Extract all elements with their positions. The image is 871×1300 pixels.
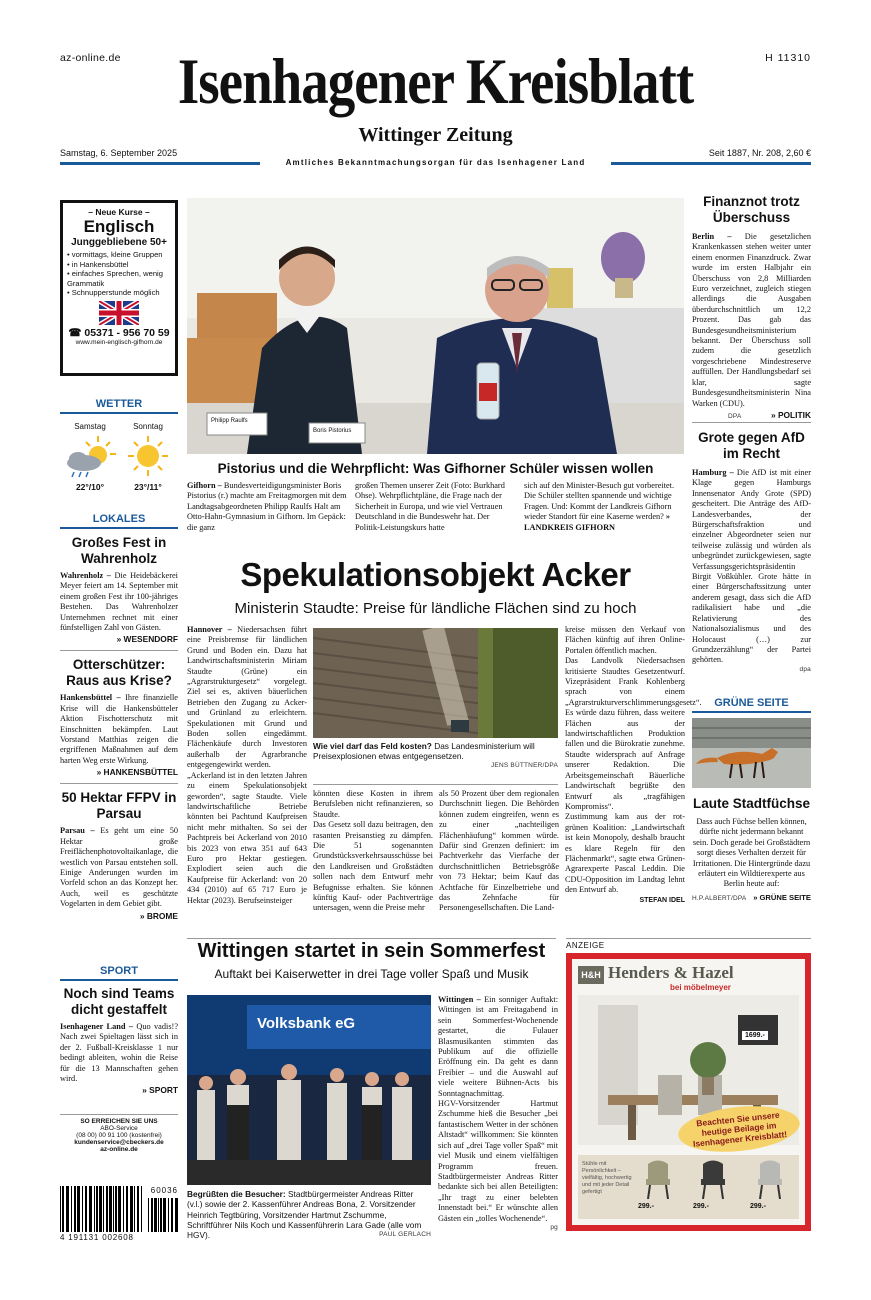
article-headline[interactable]: Laute Stadtfüchse bbox=[692, 796, 811, 811]
fox-icon bbox=[692, 718, 811, 788]
barcode-bar bbox=[163, 1198, 166, 1232]
article-body: Hankensbüttel – Ihre finanzielle Krise will die Hankensbütteler Aktion Fischotterschutz mit Einschnitten bekämpfen. Laut Vorstand Matthias zeigen die ergriffenen Maßnahmen auf dem harten Weg erste Wirkung. bbox=[60, 693, 178, 765]
masthead-rule-right bbox=[611, 162, 811, 165]
sommerfest-subhead: Auftakt bei Kaiserwetter in drei Tage voller Spaß und Musik bbox=[214, 967, 529, 981]
english-course-ad[interactable] bbox=[60, 200, 178, 376]
section-link[interactable]: » WESENDORF bbox=[116, 634, 178, 645]
lead-col2: könnten diese Kosten in ihrem Berufsleben nicht refinanzieren, so Staudte. Das Gesetz soll dazu beitragen, den rasanten Preisanstieg zu dämpfen. Die 51 sogenannten Grundstücksverkehrsausschüsse bei den Landkreisen und Großstädten sollen nach dem Entwurf mehr Befugnisse erhalten. Sie können künftig Kauf- oder Pachtverträge untersagen, wenn die Preise mehr bbox=[313, 789, 433, 913]
name-plate: Philipp Raulfs bbox=[211, 418, 248, 424]
contact-title: SO ERREICHEN SIE UNS bbox=[80, 1118, 158, 1125]
article-body: Isenhagener Land – Quo vadis!? Nach zwei Spieltagen lässt sich in der 2. Fußball-Kreisklasse 1 nur bedingt ableiten, wohin die Reise für die 13 Mannschaften gehen wird. bbox=[60, 1022, 178, 1084]
lokales-column bbox=[60, 535, 178, 921]
chair-icon bbox=[750, 1159, 790, 1199]
photo-credit: JENS BÜTTNER/DPA bbox=[490, 762, 558, 769]
barcode-addon-bars-icon bbox=[148, 1198, 178, 1232]
ad-item: • Schnupperstunde möglich bbox=[67, 288, 160, 297]
newspaper-subtitle: Wittinger Zeitung bbox=[358, 124, 513, 146]
credit: H.P.ALBERT/DPA bbox=[692, 894, 747, 902]
barcode-bar bbox=[123, 1186, 124, 1232]
barcode-bar bbox=[89, 1186, 92, 1232]
name-plate: Boris Pistorius bbox=[313, 428, 352, 434]
ad-bottom-strip bbox=[578, 1155, 799, 1219]
ad-label: ANZEIGE bbox=[566, 938, 811, 950]
weather-box bbox=[60, 418, 178, 496]
article-headline[interactable]: 50 Hektar FFPV in Parsau bbox=[61, 790, 177, 822]
furniture-ad[interactable] bbox=[566, 953, 811, 1231]
barcode-bar bbox=[141, 1186, 142, 1232]
barcode-bar bbox=[175, 1198, 178, 1232]
barcode-bar bbox=[94, 1186, 95, 1232]
sommerfest-caption: Begrüßten die Besucher: Stadtbürgermeister Andreas Ritter (v.l.) sowie der 2. Kassenführer Andreas Bona, 2. Vorsitzender Heinrich Tegtbüring, Vorsitzender Hartmut Zschumme, Schriftführer Nils Koch und Kassenführerin Lara Gade (alle vom HGV). bbox=[187, 1189, 422, 1241]
barcode-bar bbox=[148, 1198, 149, 1232]
credit: DPA bbox=[728, 412, 742, 420]
barcode-bars-icon bbox=[60, 1186, 142, 1232]
masthead-rule-left bbox=[60, 162, 260, 165]
newspaper-title: Isenhagener Kreisblatt bbox=[177, 45, 694, 118]
author: pg bbox=[550, 1223, 558, 1231]
divider bbox=[60, 650, 178, 651]
sport-heading: SPORT bbox=[60, 965, 178, 981]
photo-field-icon bbox=[313, 628, 558, 738]
barcode-bar bbox=[168, 1198, 169, 1232]
right-column-gruene bbox=[692, 796, 811, 902]
barcode-bar bbox=[62, 1186, 64, 1232]
stage-banner: Volksbank eG bbox=[257, 1015, 356, 1032]
chair-icon bbox=[693, 1159, 733, 1199]
contact-line[interactable]: az-online.de bbox=[100, 1146, 138, 1153]
article-body: kreise müssen den Verkauf von Flächen künftig auf ihren Online-Portalen öffentlich machen. Das Landvolk Niedersachsen kritisierte Staudtes Gesetzentwurf. Vizepräsident Frank Kohlenberg sprach von einem „Agrarstrukturverschlimmerungsgesetz“. Es würde dazu führen, dass weitere Flächen aus der landwirtschaftlichen Produktion fallen und die Bürokratie zunehme. Staudte widersprach auf Anfrage unserer Redaktion. Die Arbeitsgemeinschaft Bäuerliche Landwirtschaft begrüßte den Entwurf als „tragfähigen Kompromiss“. Zustimmung kam aus der rot-grünen Koalition: „Landwirtschaft ist kein Monopoly, deshalb braucht es klare Regeln für den Flächenmarkt“, sagte etwa Grünen-Agrarexperte Pascal Leddin. Die CDU-Opposition im Landtag lehnt den Entwurf ab. bbox=[565, 625, 702, 895]
article-body: Hamburg – Die AfD ist mit einer Klage gegen Hamburgs Innensenator Andy Grote (SPD) gescheitert. Die Anträge des AfD-Landesverbandes, der Bürgerschaftsfraktion und einzelner Abgeordneter seien nur teilweise zulässig und würden als unbegründet zurückgewiesen, sagte Verfassungsgerichtspräsidentin Birgit Voßkühler. Grote hätte in einer Bürgerschaftssitzung unter anderem gesagt, dass sich die AfD radikalisiert habe und „die Relativierung des Nationalsozialismus und des Holocaust (…) zur Grundzerzählung“ der Partei gehörten. bbox=[692, 468, 811, 665]
article-body: Wahrenholz – Die Heidebäckerei Meyer feiert am 14. September mit einem großen Fest ihr 100-jähriges Bestehen. Das Wahrenholzer Unternehmen rechnet mit einer fünfstelligen Zahl von Gästen. bbox=[60, 571, 178, 633]
barcode-bar bbox=[60, 1186, 61, 1232]
divider bbox=[187, 938, 556, 939]
article-headline[interactable]: Finanznot trotz Überschuss bbox=[703, 194, 800, 225]
website-link[interactable]: az-online.de bbox=[60, 52, 121, 64]
credit: dpa bbox=[799, 665, 811, 673]
barcode-bar bbox=[103, 1186, 104, 1232]
barcode-bar bbox=[74, 1186, 76, 1232]
weather-temp: 23°/11° bbox=[134, 482, 162, 492]
barcode-bar bbox=[82, 1186, 83, 1232]
phone-icon: ☎ bbox=[68, 326, 82, 339]
lead-col1: Hannover – Niedersachsen führt eine Preisbremse für ländlichen Grund und Boden ein. Dazu hat Landwirtschaftsministerin Miriam Staudte (Grüne) ein „Agrarstrukturgesetz“ vorgelegt. Ziel sei es, aktiven bäuerlichen Betrieben den Zugang zu Acker- und Grünland zu erleichtern. Spekulationen mit Grund und Boden sollen eingedämmt. Flächenkäufe durch Investoren außerhalb der Agrarbranche entgegengewirkt werden. „Ackerland ist in den letzten Jahren zu einem Spekulationsobjekt geworden“, sagte Staudte. Viele landwirtschaftliche Betriebe könnten bei Pachtund Kaufpreisen nicht mehr mithalten. So sei der Pachtpreis bei Ackerland von 2010 bis 2023 von etwa 351 auf 643 Euro pro Hektar gestiegen. Explodiert seien auch die Kaufpreise für Ackerland: von 20 434 (2010) auf 65 717 Euro je Hektar (2023). Berufseinsteiger bbox=[187, 625, 308, 905]
section-link[interactable]: » GRÜNE SEITE bbox=[753, 892, 811, 902]
section-link[interactable]: » LANDKREIS GIFHORN bbox=[524, 512, 671, 532]
top-story-headline[interactable]: Pistorius und die Wehrpflicht: Was Gifhorner Schüler wissen wollen bbox=[217, 461, 654, 476]
partly-cloudy-rain-icon bbox=[62, 434, 118, 478]
barcode-bar bbox=[96, 1186, 98, 1232]
ad-item: • vormittags, kleine Gruppen bbox=[67, 250, 163, 259]
barcode-bar bbox=[77, 1186, 80, 1232]
barcode-bar bbox=[160, 1198, 162, 1232]
chair-price: 299.- bbox=[638, 1203, 654, 1210]
divider bbox=[692, 422, 811, 423]
weather-heading: WETTER bbox=[60, 398, 178, 414]
uk-flag-icon bbox=[99, 301, 139, 325]
ad-sticker: Beachten Sie unsere heutige Beilage im Isenhagener Kreisblatt! bbox=[676, 1101, 802, 1158]
barcode-bar bbox=[137, 1186, 139, 1232]
divider bbox=[60, 783, 178, 784]
lead-headline[interactable]: Spekulationsobjekt Acker bbox=[240, 556, 631, 593]
barcode-bar bbox=[113, 1186, 114, 1232]
barcode-bar bbox=[115, 1186, 117, 1232]
gruene-heading: GRÜNE SEITE bbox=[692, 697, 811, 713]
contact-line[interactable]: (08 00) 00 91 100 (kostenfrei) bbox=[76, 1132, 162, 1139]
barcode-bar bbox=[158, 1198, 159, 1232]
ad-title: Englisch bbox=[83, 217, 155, 236]
weather-temp: 22°/10° bbox=[75, 482, 105, 492]
article-headline[interactable]: Großes Fest in Wahrenholz bbox=[71, 535, 167, 566]
barcode-addon: 60036 bbox=[150, 1186, 178, 1195]
ad-promo: Stühle mit Persönlichkeit – vielfältig, hochwertig und mit jeder Detail gefertigt bbox=[582, 1161, 632, 1195]
chair-price: 299.- bbox=[693, 1203, 709, 1210]
lead-col4 bbox=[565, 625, 702, 904]
photo-credit: PAUL GERLACH bbox=[379, 1231, 431, 1238]
article-headline[interactable]: Otterschützer: Raus aus Krise? bbox=[66, 657, 172, 689]
photo-scene-icon bbox=[187, 198, 684, 454]
article-body: sich auf den Minister-Besuch gut vorbereitet. Die Schüler stellten spannende und wichtige Fragen. Und: Kommt der Landkreis Gifhorn wieder Standort für eine Kaserne werden? » LANDKREIS GIFHORN bbox=[524, 481, 675, 532]
issue-date: Samstag, 6. September 2025 bbox=[60, 148, 178, 158]
barcode-bar bbox=[171, 1198, 173, 1232]
pistorius-photo[interactable] bbox=[187, 198, 684, 454]
article-body: Wittingen – Ein sonniger Auftakt: Wittingen ist am Freitagabend in sein Sommerfest-Wochenende gestartet, die Fulauer Blasmusikanten stimmten das Publikum auf die offizielle Eröffnung ein. Da geht es dann Freibier – und die Auswahl auf viele weitere Bühnen-Acts bis Sonntagnachmittag. HGV-Vorsitzender Hartmut Zschumme hieß die Besucher „bei fantastischem Wetter in der schönen Altstadt“ willkommen: Sie könnten sich auf „drei Tage voller Spaß“ mit viel Musik und einem vielfältigen Programm freuen. Stadtbürgermeister Andreas Ritter bedankte sich bei allen Beteiligten: „Ihr tragt zu einer belebten Innenstadt bei.“ Er wünschte allen Gästen ein „tolles Wochenende“. bbox=[438, 995, 558, 1223]
ad-item: • einfaches Sprechen, wenig Grammatik bbox=[67, 269, 163, 288]
lokales-heading: LOKALES bbox=[60, 513, 178, 529]
price-tag: 1699.- bbox=[742, 1031, 768, 1040]
right-column-finanz bbox=[692, 194, 811, 420]
article-body: Gifhorn – Bundesverteidigungsminister Boris Pistorius (r.) machte am Freitagmorgen mit dem Landtagsabgeordneten Philipp Raulfs Halt am Otto-Hahn-Gymnasium in Gifhorn. Im Gepäck: die ganz bbox=[187, 481, 347, 532]
section-link[interactable]: » POLITIK bbox=[770, 409, 811, 420]
barcode-number: 4 191131 002608 bbox=[60, 1233, 134, 1242]
barcode-bar bbox=[154, 1198, 157, 1232]
barcode-bar bbox=[66, 1186, 69, 1232]
barcode-bar bbox=[71, 1186, 72, 1232]
sun-icon bbox=[122, 434, 174, 478]
fox-photo[interactable] bbox=[692, 718, 811, 788]
article-headline[interactable]: Noch sind Teams dicht gestaffelt bbox=[63, 986, 175, 1017]
ad-kicker: – Neue Kurse – bbox=[88, 207, 150, 217]
contact-box bbox=[60, 1114, 178, 1153]
ad-subtitle: Junggebliebene 50+ bbox=[71, 237, 167, 248]
edition-code: H 11310 bbox=[765, 52, 811, 64]
sport-column bbox=[60, 986, 178, 1095]
ad-item: • in Hankensbüttel bbox=[67, 259, 129, 269]
section-link[interactable]: » BROME bbox=[139, 910, 178, 921]
field-photo-caption: Wie viel darf das Feld kosten? Das Landesministerium will Preisexplosionen etwas entgegensetzen. bbox=[313, 741, 535, 762]
section-link[interactable]: » HANKENSBÜTTEL bbox=[96, 767, 178, 778]
barcode-bar bbox=[99, 1186, 102, 1232]
right-column-grote bbox=[692, 430, 811, 673]
barcode-bar bbox=[134, 1186, 135, 1232]
barcode-bar bbox=[151, 1198, 153, 1232]
barcode-bar bbox=[118, 1186, 121, 1232]
ad-brand-sub: bei möbelmeyer bbox=[670, 983, 731, 992]
hh-logo: H&H bbox=[578, 966, 604, 984]
section-link[interactable]: » SPORT bbox=[142, 1085, 178, 1096]
barcode-bar bbox=[126, 1186, 128, 1232]
article-headline[interactable]: Grote gegen AfD im Recht bbox=[698, 430, 805, 461]
article-body: Parsau – Es geht um eine 50 Hektar große Freiflächenphotovoltaikanlage, die westlich von Parsau entstehen soll. Einige Anderungen wurden im Vorfeld schon an das Konzept her. Auch, weil es geschützte Vogelarten in dem Gebiet gibt. bbox=[60, 826, 178, 909]
chair-icon bbox=[638, 1159, 678, 1199]
sommerfest-headline[interactable]: Wittingen startet in sein Sommerfest bbox=[197, 940, 546, 962]
article-body: Dass auch Füchse bellen können, dürfte nicht jedermann bekannt sein. Doch gerade bei Großstädtern sorgt dieses Verhalten derzeit für Irritationen. Die Hintergründe dazu erläutert ein Wildtierexperte aus Berlin heute auf: bbox=[692, 817, 811, 889]
top-story-text bbox=[187, 481, 684, 537]
ad-url[interactable]: www.mein-englisch-gifhorn.de bbox=[75, 338, 163, 346]
sommerfest-photo[interactable] bbox=[187, 995, 431, 1185]
barcode-bar bbox=[130, 1186, 133, 1232]
barcode bbox=[60, 1186, 178, 1244]
chair-price: 299.- bbox=[750, 1203, 766, 1210]
article-body: Berlin – Die gesetzlichen Krankenkassen stehen weiter unter einem enormen Finanzdruck. Zwar wurde im ersten Halbjahr ein Überschuss von 2,8 Milliarden Euro verzeichnet, zugleich stiegen allerdings die Ausgaben überdurchschnittlich um 12,2 Prozent. Das gab das Bundesgesundheitsministerium bekannt. Der Überschuss soll zudem die gesetzlich vorgeschriebene Mindestreserve auffüllen. Der Handlungsbedarf sei klar, sagte Bundesgesundheitsministerin Nina Warken (CDU). bbox=[692, 232, 811, 408]
sommerfest-text bbox=[438, 995, 558, 1231]
field-photo[interactable] bbox=[313, 628, 558, 738]
divider bbox=[313, 784, 558, 785]
ad-brand: Henders & Hazel bbox=[608, 963, 734, 982]
article-body: großen Themen unserer Zeit (Foto: Burkhard Ohse). Wehrpflichtpläne, die Frage nach der Sicherheit in Europa, und wie viel Vertrauen Deutschland in die Bundeswehr hat. Der Politik-Leistungskurs hatte bbox=[355, 481, 505, 532]
contact-line: ABO-Service bbox=[100, 1125, 138, 1132]
weather-day: Sonntag bbox=[133, 422, 163, 431]
barcode-bar bbox=[109, 1186, 112, 1232]
contact-line[interactable]: kundenservice@cbeckers.de bbox=[74, 1139, 164, 1146]
masthead-tagline: Amtliches Bekanntmachungsorgan für das Isenhagener Land bbox=[285, 158, 586, 167]
lead-col3: als 50 Prozent über dem regionalen Durchschnitt liegen. Die Behörden können zudem eingreifen, wenn es zu einer „nachteiligen Flächenhäufung“ kommen würde. Dafür sind Grenzen definiert: im Pachtverkehr das Vierfache der durchschnittlichen Betriebsgröße von 73 Hektar; beim Kauf das Achtfache für Einzelbetriebe und das Zehnfache für Personengesellschaften. Die Land- bbox=[439, 789, 559, 913]
weather-day: Samstag bbox=[74, 422, 106, 431]
barcode-bar bbox=[85, 1186, 87, 1232]
author: STEFAN IDEL bbox=[639, 896, 685, 904]
barcode-bar bbox=[106, 1186, 108, 1232]
ad-phone[interactable]: ☎ 05371 - 956 70 59 bbox=[68, 326, 170, 339]
issue-number: Seit 1887, Nr. 208, 2,60 € bbox=[708, 148, 811, 158]
lead-subhead: Ministerin Staudte: Preise für ländliche Flächen sind zu hoch bbox=[234, 600, 637, 617]
